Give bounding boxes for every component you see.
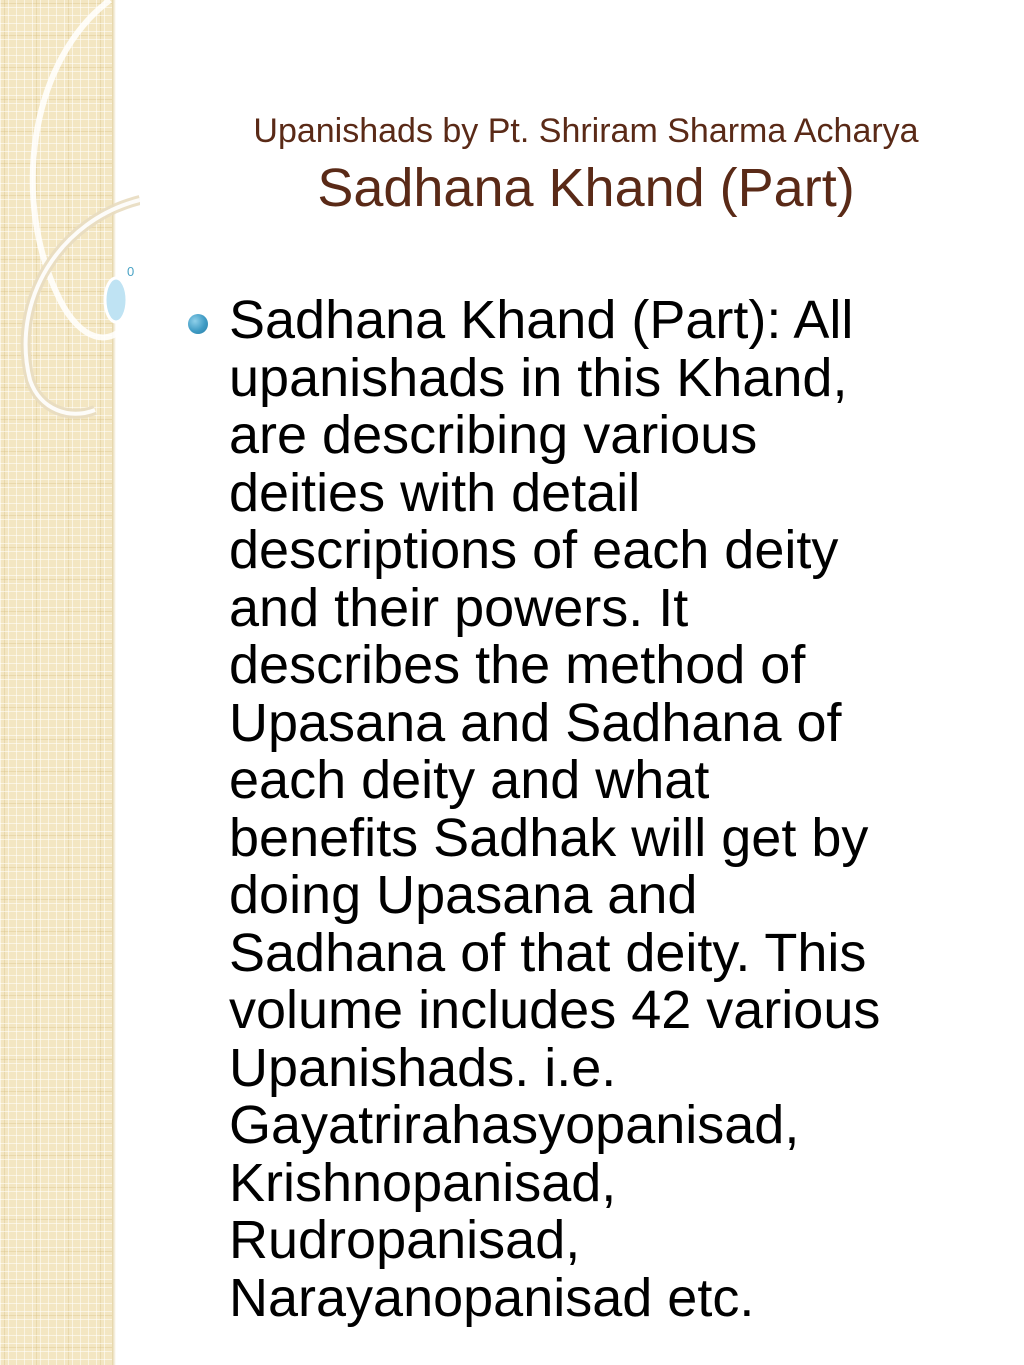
title-block bbox=[150, 108, 1010, 222]
bullet-line: Gayatrirahasyopanisad, bbox=[229, 1095, 800, 1155]
bullet-line: Krishnopanisad, bbox=[229, 1152, 617, 1213]
bullet-line: doing Upasana and bbox=[229, 865, 698, 925]
bullet-line: describes the method of bbox=[229, 635, 806, 695]
bullet-line: descriptions of each deity bbox=[229, 520, 839, 580]
bullet-line: Upanishads. i.e. bbox=[229, 1037, 617, 1098]
decorative-swirl-icon bbox=[0, 0, 140, 460]
slide-number: 0 bbox=[127, 264, 135, 279]
bullet-line: Upasana and Sadhana of bbox=[229, 692, 842, 753]
bullet-line: Sadhana of that deity. This bbox=[229, 922, 867, 983]
bullet-line: Narayanopanisad etc. bbox=[229, 1267, 755, 1328]
bullet-line: are describing various bbox=[229, 405, 758, 465]
bullet-line: and their powers. It bbox=[229, 577, 689, 638]
bullet-line: Sadhana Khand (Part): All bbox=[229, 290, 854, 350]
bullet-line: Rudropanisad, bbox=[229, 1210, 581, 1270]
slide-subtitle: Upanishads by Pt. Shriram Sharma Acharya bbox=[253, 112, 919, 150]
slide-title: Sadhana Khand (Part) bbox=[317, 158, 855, 218]
bullet-dot-icon bbox=[188, 314, 208, 334]
bullet-text bbox=[229, 292, 974, 1327]
bullet-line: deities with detail bbox=[229, 462, 641, 523]
bullet-line: benefits Sadhak will get by bbox=[229, 807, 869, 868]
bullet-line: upanishads in this Khand, bbox=[229, 347, 848, 408]
bullet-line: volume includes 42 various bbox=[229, 980, 881, 1040]
bullet-list bbox=[188, 292, 978, 1327]
bullet-line: each deity and what bbox=[229, 750, 710, 810]
bullet-item bbox=[188, 292, 978, 1327]
